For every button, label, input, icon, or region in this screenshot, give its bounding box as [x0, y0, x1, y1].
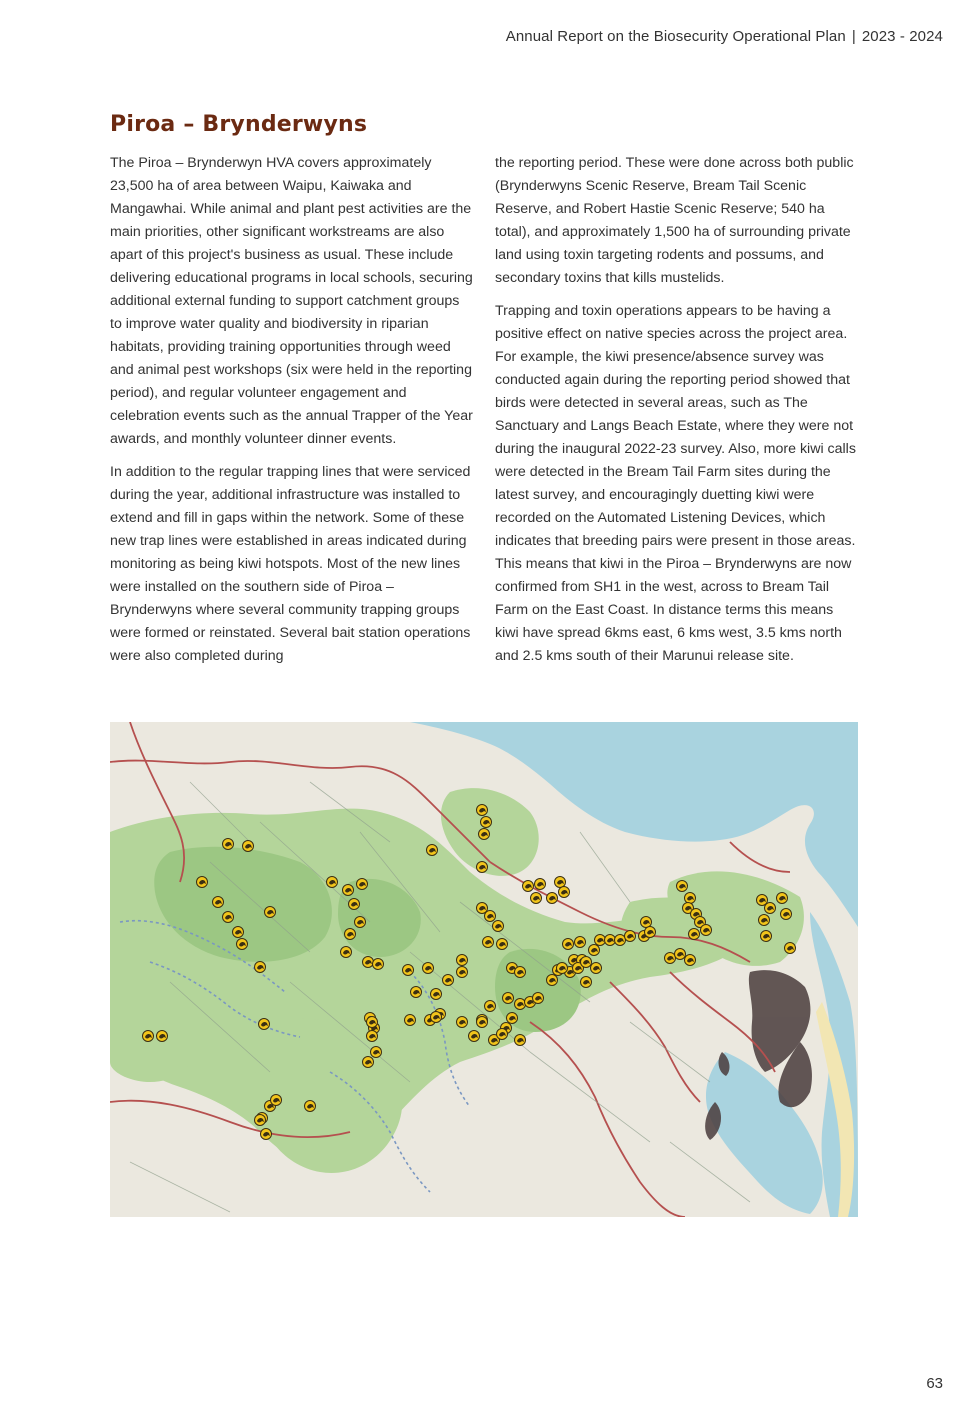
- kiwi-bird-icon: [781, 909, 792, 920]
- kiwi-bird-icon: [777, 893, 788, 904]
- kiwi-bird-icon: [507, 1013, 518, 1024]
- kiwi-bird-icon: [605, 935, 616, 946]
- kiwi-bird-icon: [243, 841, 254, 852]
- kiwi-bird-icon: [483, 937, 494, 948]
- kiwi-bird-icon: [701, 925, 712, 936]
- kiwi-bird-icon: [575, 937, 586, 948]
- kiwi-bird-icon: [373, 959, 384, 970]
- kiwi-bird-icon: [497, 939, 508, 950]
- kiwi-bird-icon: [595, 935, 606, 946]
- section-title: Piroa – Brynderwyns: [110, 112, 368, 137]
- paragraph: In addition to the regular trapping lines that were serviced during the year, additional infrastructure was installed to extend and fill in gaps within the network. Some of these new trap lines were established in areas indicated during monitoring as being kiwi hotspots. Most of the new lines were installed on the southern side of Piroa – Brynderwyns where several community trapping groups were formed or reinstated. Several bait station operations were also completed during: [110, 464, 471, 664]
- kiwi-bird-icon: [223, 912, 234, 923]
- kiwi-bird-icon: [223, 839, 234, 850]
- kiwi-bird-icon: [533, 993, 544, 1004]
- page-number: 63: [926, 1375, 943, 1392]
- kiwi-bird-icon: [625, 931, 636, 942]
- kiwi-bird-icon: [515, 1035, 526, 1046]
- right-column: [495, 152, 860, 678]
- kiwi-bird-icon: [341, 947, 352, 958]
- kiwi-bird-icon: [327, 877, 338, 888]
- kiwi-bird-icon: [349, 899, 360, 910]
- header-separator: |: [851, 28, 856, 45]
- map-image: [110, 722, 858, 1217]
- kiwi-bird-icon: [515, 967, 526, 978]
- paragraph: the reporting period. These were done across both public (Brynderwyns Scenic Reserve, Bream Tail Scenic Reserve, and Robert Hastie Scenic Reserve; 540 ha total), and approximately 1,500 ha of surrounding private land using toxin targeting rodents and possums, and secondary toxins that kills mustelids.: [495, 155, 854, 286]
- kiwi-bird-icon: [665, 953, 676, 964]
- kiwi-bird-icon: [345, 929, 356, 940]
- kiwi-bird-icon: [213, 897, 224, 908]
- kiwi-bird-icon: [431, 1012, 442, 1023]
- paragraph: Trapping and toxin operations appears to be having a positive effect on native species across the project area. For example, the kiwi presence/absence survey was conducted again during the reporting period showed that birds were detected in several areas, such as The Sanctuary and Langs Beach Estate, where they were not during the inaugural 2022-23 survey. Also, more kiwi calls were detected in the Bream Tail Farm sites during the latest survey, and encouragingly duetting kiwi were recorded on the Automated Listening Devices, which indicates that breeding pairs were present in those areas. This means that kiwi in the Piroa – Brynderwyns are now confirmed from SH1 in the west, across to Bream Tail Farm on the East Coast. In distance terms this means kiwi have spread 6kms east, 6 kms west, 3.5 kms north and 2.5 kms south of their Marunui release site.: [495, 303, 856, 664]
- kiwi-bird-icon: [581, 977, 592, 988]
- kiwi-bird-icon: [481, 817, 492, 828]
- kiwi-bird-icon: [557, 963, 568, 974]
- kiwi-bird-icon: [523, 881, 534, 892]
- kiwi-bird-icon: [555, 877, 566, 888]
- kiwi-bird-icon: [355, 917, 366, 928]
- kiwi-bird-icon: [255, 962, 266, 973]
- kiwi-bird-icon: [143, 1031, 154, 1042]
- kiwi-bird-icon: [515, 999, 526, 1010]
- kiwi-bird-icon: [403, 965, 414, 976]
- kiwi-bird-icon: [759, 915, 770, 926]
- kiwi-bird-icon: [367, 1017, 378, 1028]
- kiwi-bird-icon: [641, 917, 652, 928]
- kiwi-bird-icon: [457, 1017, 468, 1028]
- kiwi-bird-icon: [477, 805, 488, 816]
- kiwi-bird-icon: [765, 903, 776, 914]
- kiwi-bird-icon: [685, 893, 696, 904]
- kiwi-bird-icon: [405, 1015, 416, 1026]
- report-period: 2023 - 2024: [861, 28, 943, 45]
- kiwi-bird-icon: [615, 935, 626, 946]
- kiwi-bird-icon: [675, 949, 686, 960]
- kiwi-bird-icon: [547, 893, 558, 904]
- kiwi-bird-icon: [547, 975, 558, 986]
- kiwi-bird-icon: [261, 1129, 272, 1140]
- kiwi-bird-icon: [457, 967, 468, 978]
- kiwi-bird-icon: [259, 1019, 270, 1030]
- kiwi-bird-icon: [443, 975, 454, 986]
- kiwi-bird-icon: [761, 931, 772, 942]
- kiwi-bird-icon: [677, 881, 688, 892]
- report-title: Annual Report on the Biosecurity Operational Plan: [505, 28, 846, 45]
- kiwi-bird-icon: [559, 887, 570, 898]
- kiwi-bird-icon: [535, 879, 546, 890]
- kiwi-bird-icon: [531, 893, 542, 904]
- kiwi-bird-icon: [237, 939, 248, 950]
- kiwi-bird-icon: [343, 885, 354, 896]
- kiwi-bird-icon: [563, 939, 574, 950]
- kiwi-bird-icon: [431, 989, 442, 1000]
- kiwi-bird-icon: [785, 943, 796, 954]
- kiwi-bird-icon: [363, 957, 374, 968]
- kiwi-bird-icon: [581, 957, 592, 968]
- kiwi-bird-icon: [479, 829, 490, 840]
- kiwi-bird-icon: [685, 955, 696, 966]
- kiwi-bird-icon: [477, 1017, 488, 1028]
- kiwi-bird-icon: [363, 1057, 374, 1068]
- kiwi-bird-icon: [367, 1031, 378, 1042]
- kiwi-bird-icon: [689, 929, 700, 940]
- kiwi-bird-icon: [255, 1115, 266, 1126]
- kiwi-bird-icon: [157, 1031, 168, 1042]
- kiwi-bird-icon: [357, 879, 368, 890]
- kiwi-bird-icon: [457, 955, 468, 966]
- project-area-map: [110, 722, 858, 1217]
- running-header: [506, 28, 943, 45]
- kiwi-bird-icon: [271, 1095, 282, 1106]
- kiwi-bird-icon: [427, 845, 438, 856]
- kiwi-bird-icon: [503, 993, 514, 1004]
- kiwi-bird-icon: [265, 907, 276, 918]
- paragraph: The Piroa – Brynderwyn HVA covers approximately 23,500 ha of area between Waipu, Kaiwaka and Mangawhai. While animal and plant pest activities are the main priorities, other significant workstreams are also apart of this project's business as usual. These include delivering educational programs in local schools, securing additional external funding to support catchment groups to improve water quality and biodiversity in riparian habitats, providing training opportunities through weed and animal pest workshops (six were held in the reporting period), and regular volunteer engagement and celebration events such as the annual Trapper of the Year awards, and monthly volunteer dinner events.: [110, 155, 473, 447]
- kiwi-bird-icon: [497, 1029, 508, 1040]
- kiwi-bird-icon: [197, 877, 208, 888]
- kiwi-bird-icon: [485, 911, 496, 922]
- kiwi-bird-icon: [485, 1001, 496, 1012]
- kiwi-bird-icon: [477, 862, 488, 873]
- kiwi-bird-icon: [589, 945, 600, 956]
- kiwi-bird-icon: [423, 963, 434, 974]
- kiwi-bird-icon: [493, 921, 504, 932]
- kiwi-bird-icon: [645, 927, 656, 938]
- kiwi-bird-icon: [371, 1047, 382, 1058]
- kiwi-bird-icon: [233, 927, 244, 938]
- left-column: [110, 152, 475, 678]
- kiwi-bird-icon: [469, 1031, 480, 1042]
- kiwi-bird-icon: [411, 987, 422, 998]
- kiwi-bird-icon: [591, 963, 602, 974]
- kiwi-bird-icon: [305, 1101, 316, 1112]
